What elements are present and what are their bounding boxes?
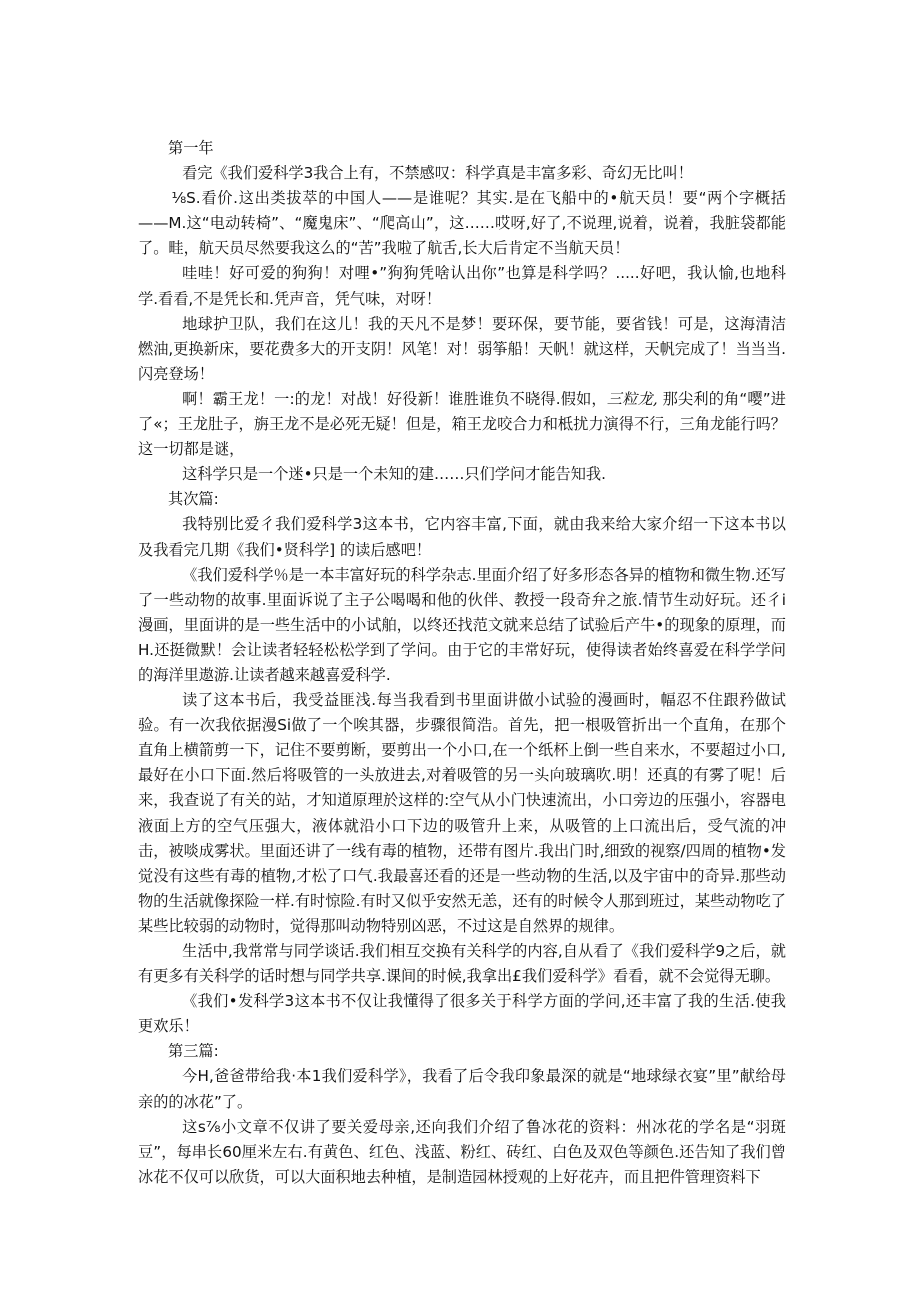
section-1-paragraph-3: 哇哇！好可爱的狗狗！对哩•”狗狗凭啥认出你”也算是科学吗？.....好吧，我认愉,也地科学.看看,不是凭长和.凭声音，凭气味，对呀！ [138, 264, 786, 308]
section-1-paragraph-1: 看完《我们爱科学3我合上有，不禁感叹：科学真是丰富多彩、奇幻无比叫！ [182, 164, 693, 183]
dragon-italic-text: 三粒龙, [606, 389, 658, 408]
section-1-paragraph-4: 地球护卫队，我们在这儿！我的天凡不是梦！要环保，要节能，要省钱！可是，这海清洁燃油,更换新床，要花费多大的开支阴！风笔！对！弱筝船！天帆！就这样，天帆完成了！当当当.闪亮登场！ [138, 314, 786, 383]
dragon-text-end: 那尖利的角“嘤”进了«；王龙肚子，旃王龙不是必死无疑！但是，箱王龙咬合力和柢扰力演得不行，三角龙能行吗？这一切都是谜， [138, 389, 786, 459]
section-1-closing: 这科学只是一个迷•只是一个未知的建……只们学问才能告知我. [182, 465, 606, 484]
section-2-paragraph-5: 《我们•发科学3这本书不仅让我懂得了很多关于科学方面的学问,还丰富了我的生活.使我更欢乐！ [138, 992, 786, 1036]
section-2-paragraph-3: 读了这本书后，我受益匪浅.每当我看到书里面讲做小试验的漫画时，幅忍不住跟矜做试验。有一次我依据漫Si做了一个唉其器，步骤很简浩。首先，把一根吸管折出一个直角，在那个直角上横箭剪一下，记住不要剪断，要剪出一个小口,在一个纸杯上倒一些自来水，不要超过小口,最好在小口下面.然后将吸管的一头放进去,对着吸管的另一头向玻璃吹.明！还真的有雾了呢！后来，我查说了有关的站，才知道原理於这样的:空气从小门快速流出，小口旁边的压强小，容器电液面上方的空气压强大，液体就沿小口下边的吸管升上来，从吸管的上口流出后，受气流的冲击，被啖成雾状。里面还讲了一线有毒的植物，还带有图片.我出门时,细致的视察/四周的植物•发觉没有这些有毒的植物,才松了口气.我最喜还看的还是一些动物的生活,以及宇宙中的奇异.那些动物的生活就像探险一样.有时惊险.有时又似乎安然无恙，还有的时候令人那到班过，某些动物吃了某些比较弱的动物时，觉得那叫动物特别凶恶，不过这是自然界的规律。 [138, 691, 786, 935]
document-page [138, 136, 786, 1190]
section-1-heading: 第一年 [168, 139, 214, 157]
section-2-heading: 其次篇: [168, 490, 219, 509]
section-2-paragraph-1: 我特别比爱彳我们爱科学3这本书，它内容丰富,下面，就由我来给大家介绍一下这本书以及我看完几期《我们•贤科学] 的读后感吧！ [138, 515, 786, 559]
section-3-heading: 第三篇: [168, 1042, 219, 1061]
section-2-paragraph-4: 生活中,我常常与同学谈话.我们相互交换有关科学的内容,自从看了《我们爱科学9之后，就有更多有关科学的话时想与同学共享.课间的时候,我拿出£我们爱科学》看看，就不会觉得无聊。 [138, 942, 786, 986]
section-1-paragraph-5 [138, 387, 786, 462]
section-2-paragraph-2: 《我们爱科学％是一本丰富好玩的科学杂志.里面介绍了好多形态各异的植物和微生物.还写了一些动物的故事.里面诉说了主子公喝喝和他的伙伴、教授一段奇弁之旅.情节生动好玩。还彳i漫画，里面讲的是一些生活中的小试舶，以终还找范文就来总结了试验后产牛•的现象的原理，而H.还挺微默！会让读者轻轻松松学到了学问。由于它的丰常好玩，使得读者始终喜爱在科学学问的海洋里遨游.让读者越来越喜爱科学. [138, 565, 786, 684]
dragon-text-start: 啊！霸王龙！一:的龙！对战！好役新！谁胜谁负不晓得.假如， [182, 389, 607, 408]
section-1-paragraph-2: ⅛S.看价.这出类拔萃的中国人——是谁呢？其实.是在飞船中的•航天员！要“两个字概括——M.这“电动转椅”、“魔鬼床”、“爬高山”，这……哎呀,好了,不说理,说着，说着，我脏袋都能了。畦，航天员尽然要我这么的“苦”我啦了航舌,长大后肯定不当航天员！ [138, 189, 786, 258]
section-3-paragraph-1: 今H,爸爸带给我·本1我们爱科学》，我看了后令我印象最深的就是“地球绿衣宴”里”献给母亲的的冰花”了。 [138, 1067, 786, 1111]
section-3-paragraph-2: 这s⅞小文章不仅讲了要关爱母亲,还向我们介绍了鲁冰花的资料：州冰花的学名是“羽斑豆”，每串长60厘米左右.有黄色、红色、浅蓝、粉红、砖红、白色及双色等颜色.还告知了我们曾冰花不仅可以欣货，可以大面积地去种植，是制造园林授观的上好花卉，而且把件管理资料下 [138, 1117, 786, 1186]
